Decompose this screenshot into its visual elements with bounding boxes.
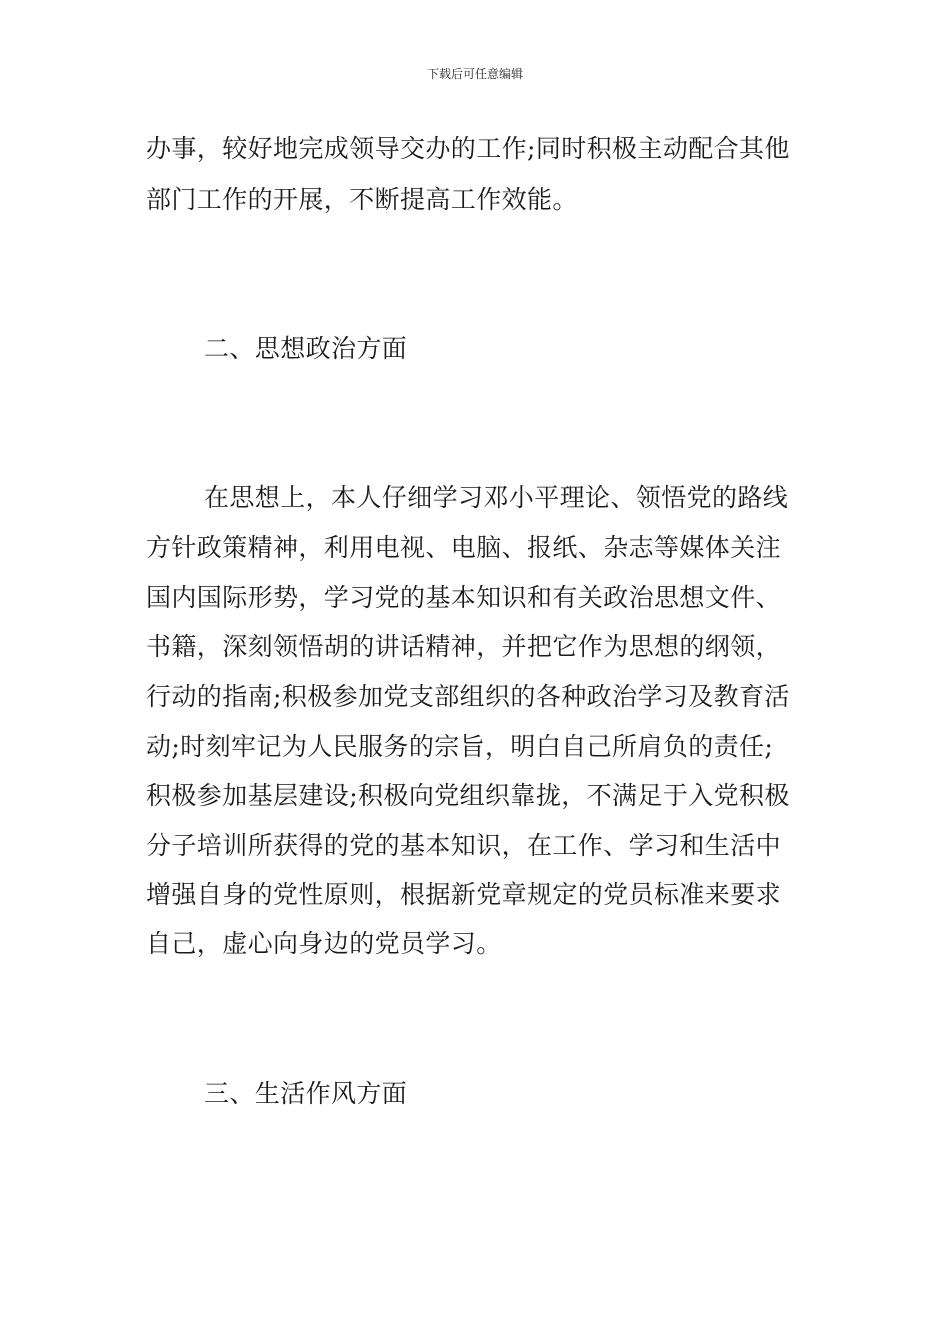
paragraph-line: 动;时刻牢记为人民服务的宗旨，明白自己所肩负的责任;	[146, 732, 774, 761]
paragraph-line: 增强自身的党性原则，根据新党章规定的党员标准来要求	[146, 880, 782, 909]
paragraph-line: 部门工作的开展，不断提高工作效能。	[146, 185, 578, 214]
paragraph-line: 积极参加基层建设;积极向党组织靠拢，不满足于入党积极	[146, 781, 790, 810]
paragraph-line: 办事，较好地完成领导交办的工作;同时积极主动配合其他	[146, 134, 790, 163]
paragraph-line: 在思想上，本人仔细学习邓小平理论、领悟党的路线	[204, 483, 789, 512]
paragraph-line: 分子培训所获得的党的基本知识，在工作、学习和生活中	[146, 831, 782, 860]
page-header-note: 下载后可任意编辑	[426, 67, 523, 81]
section-heading-politics: 二、思想政治方面	[204, 334, 408, 363]
paragraph-line: 书籍，深刻领悟胡的讲话精神，并把它作为思想的纲领，	[146, 632, 782, 661]
paragraph-line: 方针政策精神，利用电视、电脑、报纸、杂志等媒体关注	[146, 533, 782, 562]
paragraph-line: 自己，虚心向身边的党员学习。	[146, 929, 502, 958]
paragraph-line: 行动的指南;积极参加党支部组织的各种政治学习及教育活	[146, 682, 790, 711]
section-heading-lifestyle: 三、生活作风方面	[204, 1079, 408, 1108]
paragraph-line: 国内国际形势，学习党的基本知识和有关政治思想文件、	[146, 583, 782, 612]
